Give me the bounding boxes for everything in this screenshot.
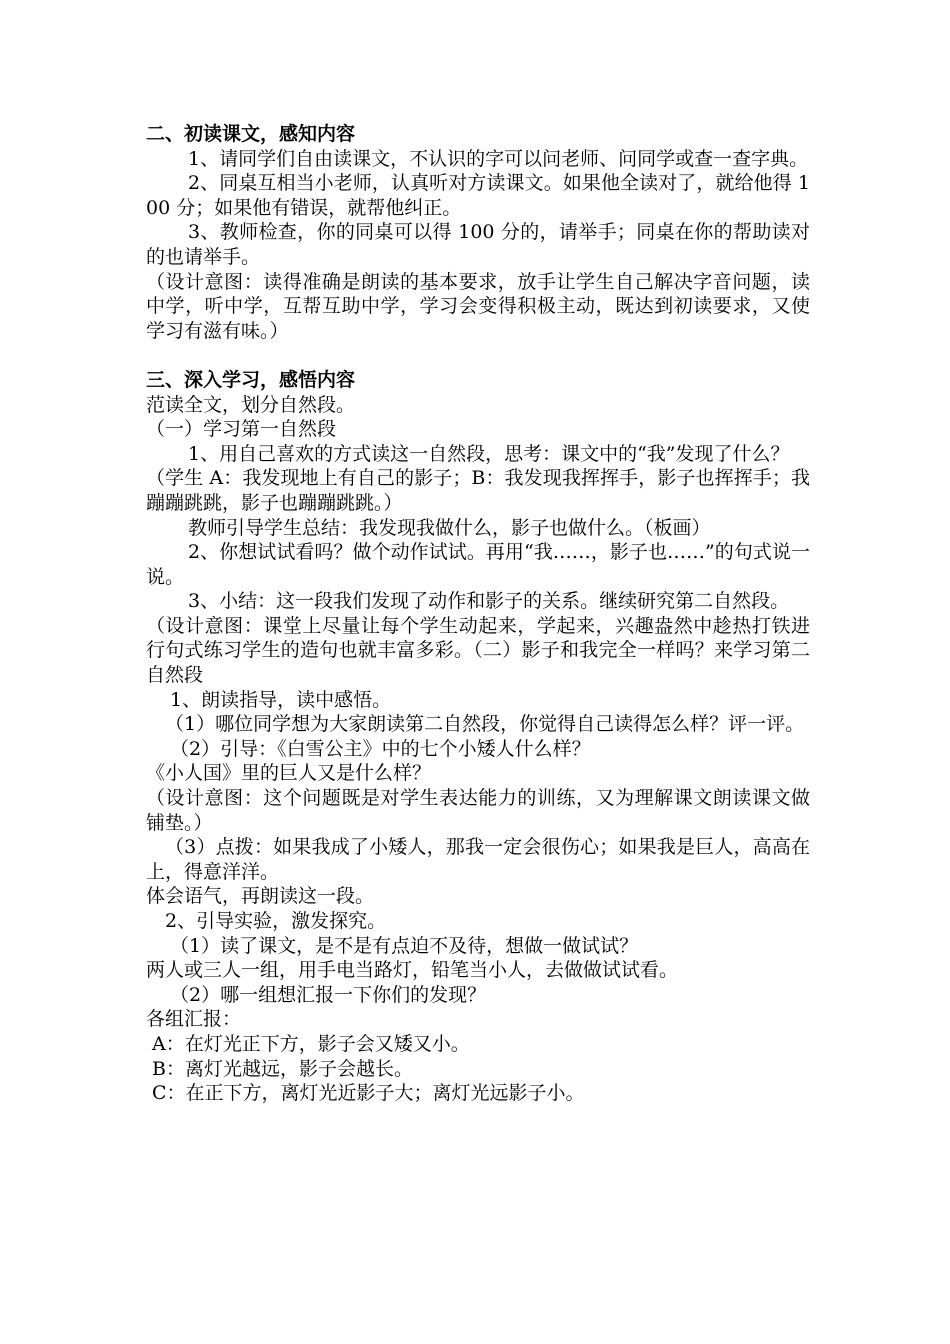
paragraph: （2）引导：《白雪公主》中的七个小矮人什么样？: [170, 737, 591, 760]
section-heading-2: 二、初读课文，感知内容: [146, 123, 356, 145]
paragraph: 两人或三人一组，用手电当路灯，铅笔当小人，去做做试试看。: [146, 959, 679, 982]
design-intent-note: （设计意图：课堂上尽量让每个学生动起来，学起来，兴趣盎然中趁热打铁进行句式练习学生的造句也就丰富多彩。（二）影子和我完全一样吗？来学习第二自然段: [146, 614, 810, 687]
design-intent-note: （设计意图：读得准确是朗读的基本要求，放手让学生自己解决字音问题，读中学，听中学，互帮互助中学，学习会变得积极主动，既达到初读要求，又使学习有滋有味。）: [146, 270, 810, 342]
paragraph: （2）哪一组想汇报一下你们的发现？: [170, 983, 487, 1006]
design-intent-note: （设计意图：这个问题既是对学生表达能力的训练，又为理解课文朗读课文做铺垫。）: [146, 787, 810, 834]
paragraph: 3、教师检查，你的同桌可以得 100 分的，请举手；同桌在你的帮助读对的也请举手。: [146, 221, 810, 268]
paragraph: 各组汇报：: [146, 1008, 242, 1031]
paragraph: （1）读了课文，是不是有点迫不及待，想做一做试试？: [170, 934, 639, 957]
blank-line: [146, 343, 810, 368]
paragraph: 教师引导学生总结：我发现我做什么，影子也做什么。（板画）: [188, 516, 711, 539]
subsection-heading: （一）学习第一自然段: [146, 418, 337, 441]
list-item: C：在正下方，离灯光近影子大；离灯光远影子小。: [152, 1082, 585, 1105]
paragraph: 体会语气，再朗读这一段。: [146, 885, 375, 908]
paragraph: 《小人国》里的巨人又是什么样？: [146, 762, 432, 785]
paragraph: 2、引导实验，激发探究。: [165, 910, 387, 932]
paragraph: 3、小结：这一段我们发现了动作和影子的关系。继续研究第二自然段。: [188, 590, 790, 613]
paragraph: 1、用自己喜欢的方式读这一自然段，思考：课文中的“我”发现了什么？: [188, 442, 790, 465]
paragraph: 范读全文，划分自然段。: [146, 393, 356, 416]
paragraph: 2、你想试试看吗？做个动作试试。再用“我……，影子也……”的句式说一说。: [146, 541, 810, 588]
paragraph: （1）哪位同学想为大家朗读第二自然段，你觉得自己读得怎么样？评一评。: [165, 713, 805, 736]
document-page: [146, 122, 810, 1106]
list-item: B：离灯光越远，影子会越长。: [152, 1057, 413, 1080]
paragraph: （3）点拨：如果我成了小矮人，那我一定会很伤心；如果我是巨人，高高在上，得意洋洋。: [146, 836, 810, 883]
paragraph: （学生 A：我发现地上有自己的影子；B：我发现我挥挥手，影子也挥挥手；我蹦蹦跳跳，影子也蹦蹦跳跳。）: [146, 467, 810, 514]
paragraph: 1、请同学们自由读课文，不认识的字可以问老师、问同学或查一查字典。: [188, 147, 809, 170]
list-item: A：在灯光正下方，影子会又矮又小。: [152, 1032, 470, 1055]
paragraph: 2、同桌互相当小老师，认真听对方读课文。如果他全读对了，就给他得 100 分；如果他有错误，就帮他纠正。: [146, 172, 810, 219]
paragraph: 1、朗读指导，读中感悟。: [170, 688, 392, 711]
section-heading-3: 三、深入学习，感悟内容: [146, 368, 356, 391]
